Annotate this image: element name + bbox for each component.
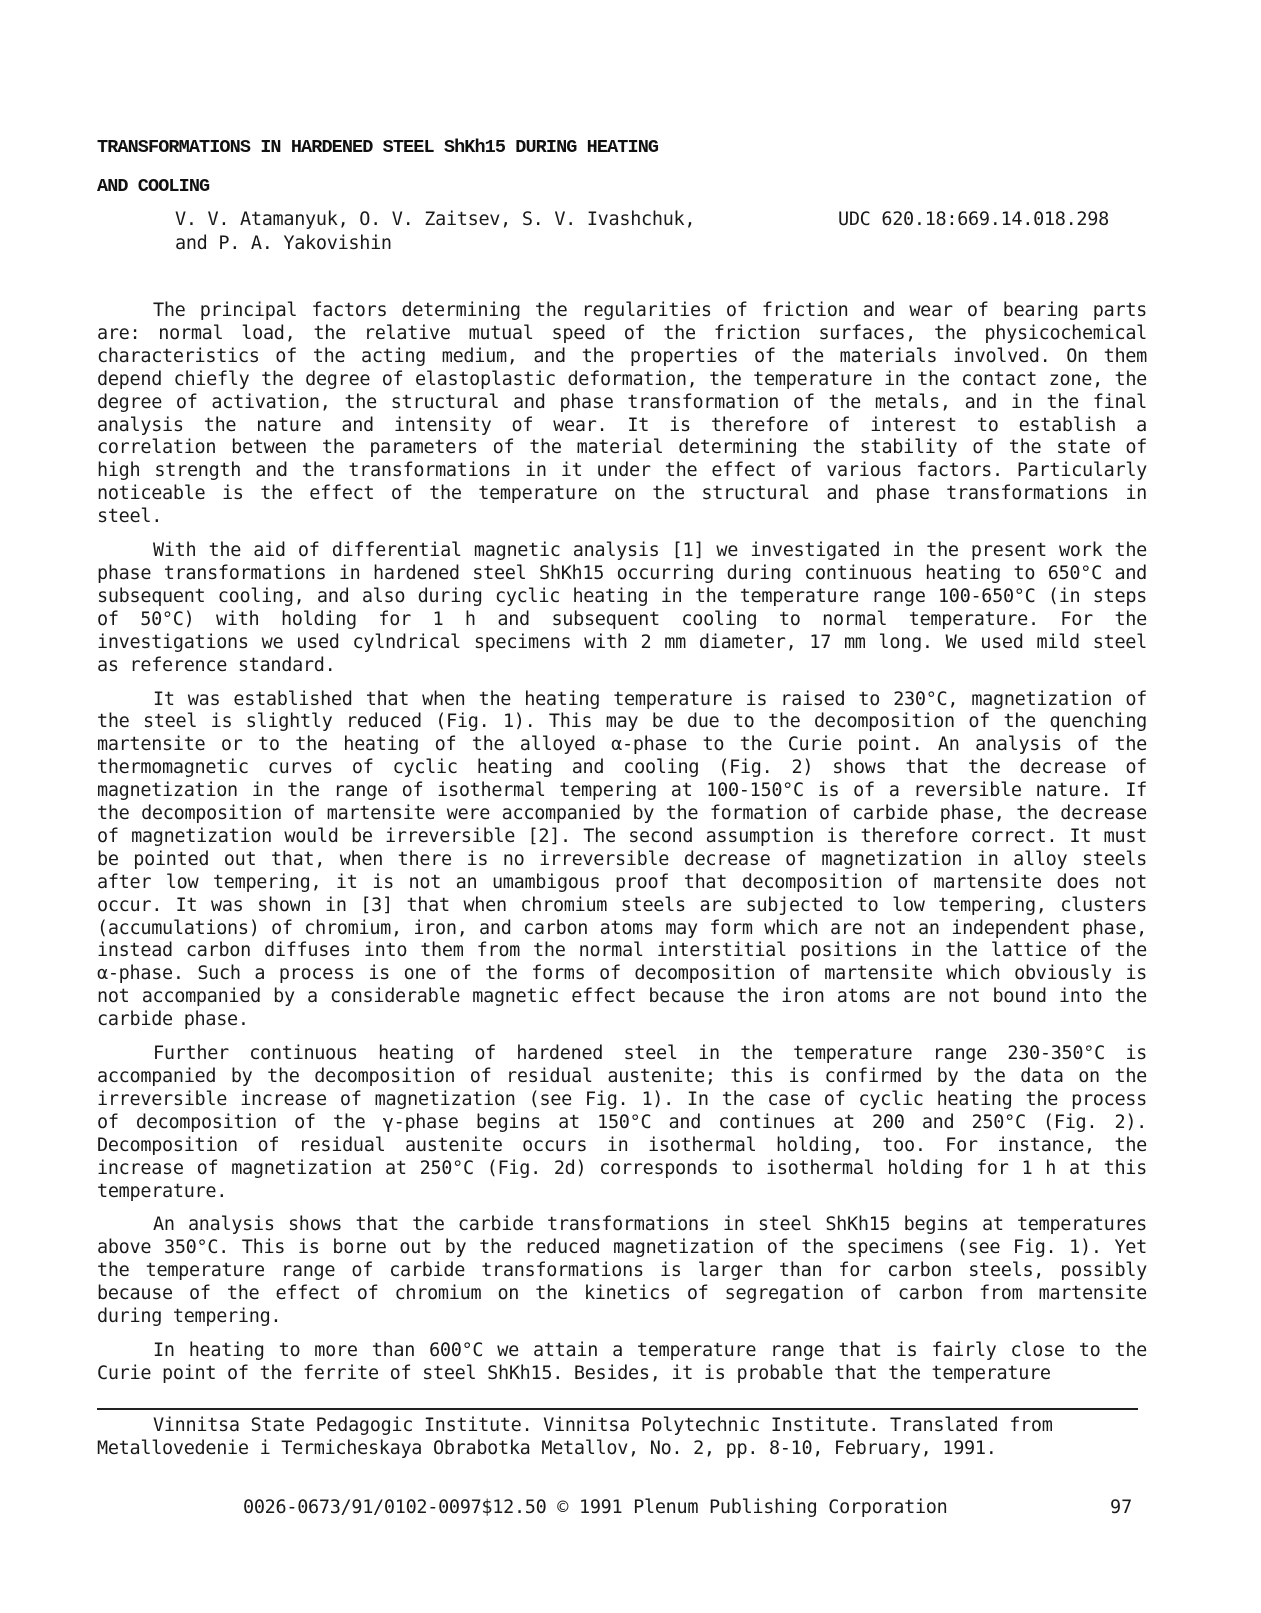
author-list [175, 208, 695, 256]
udc-classification: UDC 620.18:669.14.018.298 [838, 209, 1109, 230]
footnote-line-1: Vinnitsa State Pedagogic Institute. Vinnitsa Polytechnic Institute. Translated from [153, 1415, 1053, 1436]
paragraph-1: The principal factors determining the regularities of friction and wear of bearing parts are: normal load, the relative mutual speed of the friction surfaces, the physicochemical characteristics of the acting medium, and the properties of the materials involved. On them depend chiefly the degree of elastoplastic deformation, the temperature in the contact zone, the degree of activation, the structural and phase transformation of the metals, and in the final analysis the nature and intensity of wear. It is therefore of interest to establish a correlation between the parameters of the material determining the stability of the state of high strength and the transformations in it under the effect of various factors. Particularly noticeable is the effect of the temperature on the structural and phase transformations in steel. [97, 300, 1147, 528]
footnote-line-2: Metallovedenie i Termicheskaya Obrabotka Metallov, No. 2, pp. 8-10, February, 1991. [97, 1438, 997, 1459]
paragraph-4: Further continuous heating of hardened steel in the temperature range 230-350°C is accompanied by the decomposition of residual austenite; this is confirmed by the data on the irreversible increase of magnetization (see Fig. 1). In the case of cyclic heating the process of decomposition of the γ-phase begins at 150°C and continues at 200 and 250°C (Fig. 2). Decomposition of residual austenite occurs in isothermal holding, too. For instance, the increase of magnetization at 250°C (Fig. 2d) corresponds to isothermal holding for 1 h at this temperature. [97, 1043, 1147, 1202]
article-body [97, 300, 1147, 1397]
paragraph-5: An analysis shows that the carbide transformations in steel ShKh15 begins at temperatures above 350°C. This is borne out by the reduced magnetization of the specimens (see Fig. 1). Yet the temperature range of carbide transformations is larger than for carbon steels, possibly because of the effect of chromium on the kinetics of segregation of carbon from martensite during tempering. [97, 1214, 1147, 1328]
article-title [97, 128, 817, 206]
paragraph-3: It was established that when the heating temperature is raised to 230°C, magnetization of the steel is slightly reduced (Fig. 1). This may be due to the decomposition of the quenching martensite or to the heating of the alloyed α-phase to the Curie point. An analysis of the thermomagnetic curves of cyclic heating and cooling (Fig. 2) shows that the decrease of magnetization in the range of isothermal tempering at 100-150°C is of a reversible nature. If the decomposition of martensite were accompanied by the formation of carbide phase, the decrease of magnetization would be irreversible [2]. The second assumption is therefore correct. It must be pointed out that, when there is no irreversible decrease of magnetization in alloy steels after low tempering, it is not an umambigous proof that decomposition of martensite does not occur. It was shown in [3] that when chromium steels are subjected to low tempering, clusters (accumulations) of chromium, iron, and carbon atoms may form which are not an independent phase, instead carbon diffuses into them from the normal interstitial positions in the lattice of the α-phase. Such a process is one of the forms of decomposition of martensite which obviously is not accompanied by a considerable magnetic effect because the iron atoms are not bound into the carbide phase. [97, 688, 1147, 1031]
footnote [97, 1414, 1147, 1460]
author-line-1: V. V. Atamanyuk, O. V. Zaitsev, S. V. Ivashchuk, [175, 209, 696, 230]
page-number: 97 [1110, 1497, 1133, 1518]
author-line-2: and P. A. Yakovishin [175, 233, 392, 254]
paragraph-6: In heating to more than 600°C we attain a temperature range that is fairly close to the Curie point of the ferrite of steel ShKh15. Besides, it is probable that the temperature [97, 1339, 1147, 1384]
copyright-line: 0026-0673/91/0102-0097$12.50 © 1991 Plenum Publishing Corporation [243, 1497, 948, 1518]
article-title-line-2: AND COOLING [97, 176, 210, 197]
article-title-line-1: TRANSFORMATIONS IN HARDENED STEEL ShKh15 DURING HEATING [97, 137, 659, 158]
paragraph-2: With the aid of differential magnetic analysis [1] we investigated in the present work the phase transformations in hardened steel ShKh15 occurring during continuous heating to 650°C and subsequent cooling, and also during cyclic heating in the temperature range 100-650°C (in steps of 50°C) with holding for 1 h and subsequent cooling to normal temperature. For the investigations we used cylndrical specimens with 2 mm diameter, 17 mm long. We used mild steel as reference standard. [97, 540, 1147, 676]
footnote-divider [97, 1408, 1138, 1410]
